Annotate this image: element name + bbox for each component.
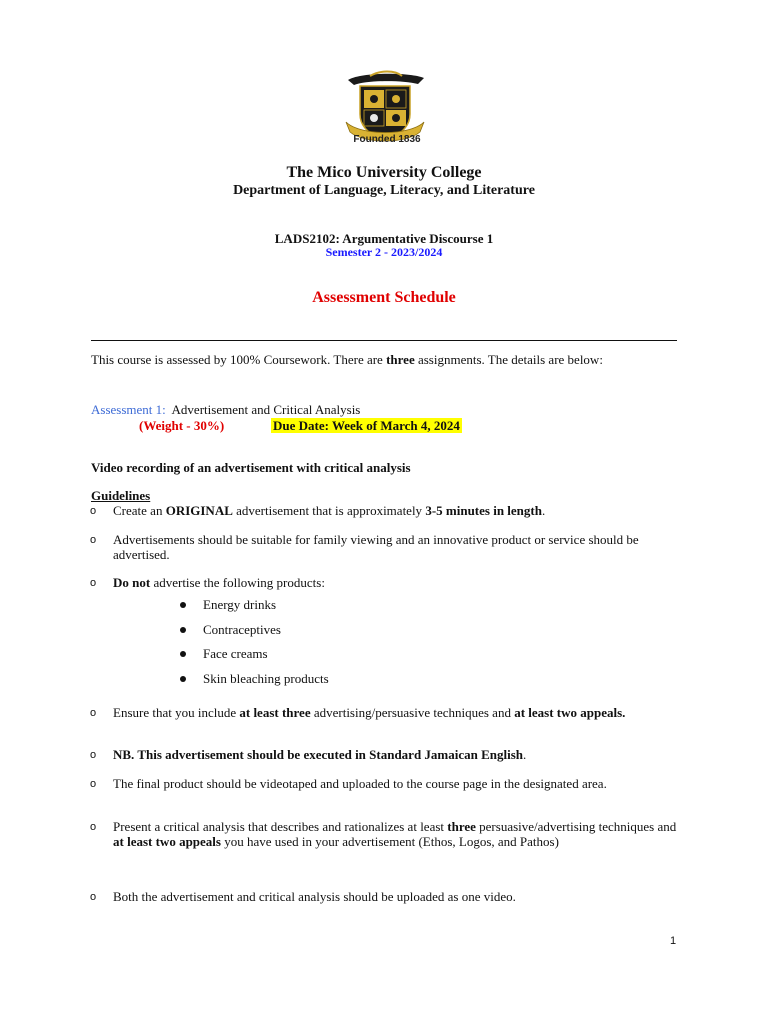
guidelines-heading: Guidelines <box>91 488 151 503</box>
product-text: Skin bleaching products <box>203 671 329 686</box>
bullet-dot-icon <box>180 627 186 633</box>
assessment-schedule-title: Assessment Schedule <box>312 289 456 306</box>
bullet-dot-icon <box>180 651 186 657</box>
bullet-o-marker: o <box>90 707 97 719</box>
assessment-title: Advertisement and Critical Analysis <box>171 402 361 417</box>
bullet-o-marker: o <box>90 749 97 761</box>
guideline-text: Create an ORIGINAL advertisement that is approximately 3-5 minutes in length. <box>113 503 546 518</box>
bullet-dot-icon <box>180 602 186 608</box>
university-name: The Mico University College <box>286 164 482 181</box>
department-name: Department of Language, Literacy, and Literature <box>233 183 535 198</box>
intro-text-1: This course is assessed by 100% Coursework. There are <box>91 352 387 367</box>
product-text: Face creams <box>203 646 268 661</box>
bullet-dot-icon <box>180 676 186 682</box>
guideline-text: Do not advertise the following products: <box>113 575 325 590</box>
guideline-text: The final product should be videotaped and uploaded to the course page in the designated area. <box>113 776 607 791</box>
intro-bold-three: three <box>386 352 415 367</box>
bullet-o-marker: o <box>90 577 97 589</box>
video-heading: Video recording of an advertisement with critical analysis <box>91 460 411 475</box>
assessment-due-date: Due Date: Week of March 4, 2024 <box>273 418 460 433</box>
intro-paragraph <box>91 352 661 367</box>
bullet-o-marker: o <box>90 821 97 833</box>
horizontal-divider <box>91 340 677 341</box>
assessment-weight: (Weight - 30%) <box>139 418 225 433</box>
bullet-o-marker: o <box>90 505 97 517</box>
product-text: Energy drinks <box>203 597 277 612</box>
bullet-o-marker: o <box>90 778 97 790</box>
intro-text-2: assignments. The details are below: <box>414 352 603 367</box>
semester-text: Semester 2 - 2023/2024 <box>325 245 443 259</box>
founded-year-text: Founded 1836 <box>353 134 421 145</box>
assessment-1-heading <box>91 402 360 417</box>
course-code-title: LADS2102: Argumentative Discourse 1 <box>274 231 494 246</box>
bullet-o-marker: o <box>90 891 97 903</box>
guideline-text: Advertisements should be suitable for family viewing and an innovative product or service should be advertised. <box>113 532 639 562</box>
guideline-text: Present a critical analysis that describes and rationalizes at least three persuasive/advertising techniques and at least two appeals you have used in your advertisement (Ethos, Logos, and Pathos) <box>113 819 677 849</box>
guideline-text: Ensure that you include at least three advertising/persuasive techniques and at least two appeals. <box>113 705 626 720</box>
assessment-label: Assessment 1: <box>91 402 166 417</box>
product-text: Contraceptives <box>203 622 281 637</box>
bullet-o-marker: o <box>90 534 97 546</box>
guideline-text: Both the advertisement and critical analysis should be uploaded as one video. <box>113 889 516 904</box>
page-number: 1 <box>670 935 677 947</box>
guideline-text: NB. This advertisement should be executed in Standard Jamaican English. <box>113 747 527 762</box>
